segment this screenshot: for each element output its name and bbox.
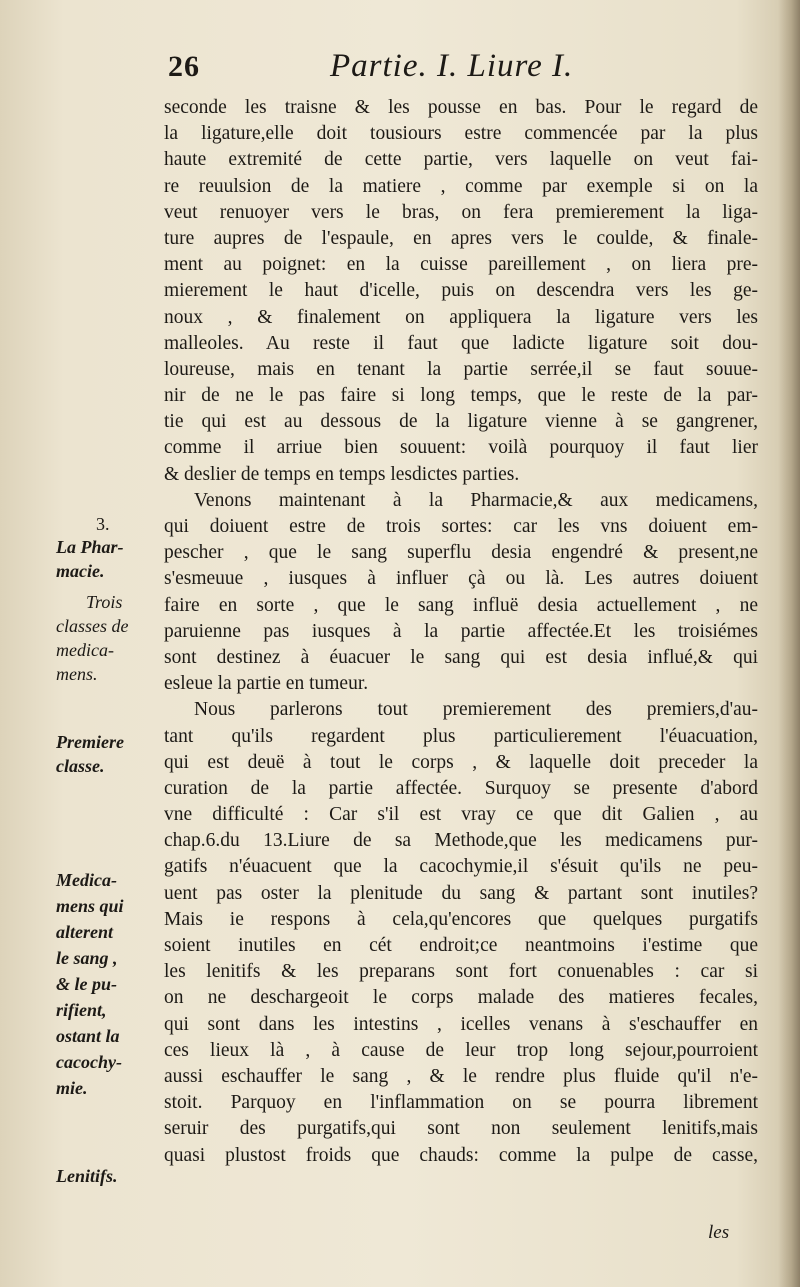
text-line: tant qu'ils regardent plus particulierement l'éuacuation,: [164, 725, 758, 747]
text-line: ment au poignet: en la cuisse pareillement , on liera pre-: [164, 254, 758, 276]
text-line: noux , & finalement on appliquera la ligature vers les: [164, 306, 758, 328]
text-line: seconde les traisne & les pousse en bas. Pour le regard de: [164, 97, 758, 118]
text-line: re reuulsion de la matiere , comme par exemple si on la: [164, 175, 758, 197]
text-line: comme il arriue bien souuent: voilà pourquoy il faut lier: [164, 437, 758, 459]
text-line: la ligature,elle doit tousiours estre commencée par la plus: [164, 123, 758, 145]
text-line: haute extremité de cette partie, vers laquelle on veut fai-: [164, 149, 758, 171]
text-line: aussi eschauffer le sang , & le rendre plus fluide qu'il n'e-: [164, 1065, 758, 1087]
margin-note: & le pu-: [56, 974, 117, 994]
text-line: qui est deuë à tout le corps , & laquelle doit preceder la: [164, 751, 758, 773]
text-line: Nous parlerons tout premierement des premiers,d'au-: [194, 699, 758, 721]
margin-note: classes de: [56, 616, 129, 636]
text-line: esleue la partie en tumeur.: [164, 673, 369, 695]
text-line: les lenitifs & les preparans sont fort conuenables : car si: [164, 961, 758, 983]
text-line: gatifs n'éuacuent que la cacochymie,il s'ésuit qu'ils ne peu-: [164, 856, 758, 878]
text-line: uent pas oster la plenitude du sang & partant sont inutiles?: [164, 882, 758, 904]
text-line: s'esmeuue , iusques à influer çà ou là. Les autres doiuent: [164, 568, 758, 590]
text-line: faire en sorte , que le sang influë desia actuellement , ne: [164, 594, 758, 616]
text-line: vne difficulté : Car s'il est vray ce que dit Galien , au: [164, 804, 758, 826]
margin-note: rifient,: [56, 1000, 107, 1020]
text-line: seruir des purgatifs,qui sont non seulement lenitifs,mais: [164, 1118, 758, 1140]
margin-note: Lenitifs.: [56, 1166, 118, 1186]
margin-note: La Phar-: [56, 537, 124, 557]
text-line: on ne deschargeoit le corps malade des matieres fecales,: [164, 987, 758, 1009]
catchword: les: [708, 1222, 730, 1243]
margin-note: macie.: [56, 561, 105, 581]
margin-note-number: 3.: [96, 514, 110, 534]
text-line: qui sont dans les intestins , icelles venans à s'eschauffer en: [164, 1013, 758, 1035]
margin-note: ostant la: [56, 1026, 120, 1046]
text-line: sont destinez à éuacuer le sang qui est desia influé,& qui: [164, 646, 758, 668]
margin-note: mens qui: [56, 896, 124, 916]
page-header: [168, 44, 768, 92]
margin-note: cacochy-: [56, 1052, 122, 1072]
text-line: nir de ne le pas faire si long temps, que le reste de la par-: [164, 385, 758, 407]
body-text: [164, 95, 758, 1169]
text-line: qui doiuent estre de trois sortes: car les vns doiuent em-: [164, 516, 758, 537]
text-line: paruienne pas iusques à la partie affectée.Et les troisiémes: [164, 620, 758, 642]
margin-note: Medica-: [56, 870, 117, 890]
text-line: soient inutiles en cét endroit;ce neantmoins i'estime que: [164, 935, 758, 956]
text-line: Mais ie respons à cela,qu'encores que quelques purgatifs: [164, 908, 758, 930]
text-line: malleoles. Au reste il faut que ladicte ligature soit dou-: [164, 332, 758, 354]
margin-note: le sang ,: [56, 948, 118, 968]
text-line: quasi plustost froids que chauds: comme la pulpe de casse,: [164, 1144, 758, 1166]
text-line: mierement le haut d'icelle, puis on descendra vers les ge-: [164, 280, 758, 302]
text-line: ture aupres de l'espaule, en apres vers le coulde, & finale-: [164, 227, 758, 249]
running-head: Partie. I. Liure I.: [330, 48, 574, 84]
margin-note: Trois: [86, 592, 123, 612]
margin-note: Premiere: [56, 732, 124, 752]
margin-note: mens.: [56, 664, 98, 684]
text-line: curation de la partie affectée. Surquoy se presente d'abord: [164, 777, 758, 799]
text-line: veut renuoyer vers le bras, on fera premierement la liga-: [164, 201, 758, 223]
text-line: & deslier de temps en temps lesdictes parties.: [164, 463, 520, 485]
text-line: Venons maintenant à la Pharmacie,& aux medicamens,: [194, 489, 758, 511]
text-line: ces lieux là , à cause de leur trop long sejour,pourroient: [164, 1039, 758, 1061]
text-line: pescher , que le sang superflu desia engendré & present,ne: [164, 542, 758, 564]
page-number: 26: [168, 50, 200, 83]
text-line: stoit. Parquoy en l'inflammation on se pourra librement: [164, 1092, 758, 1114]
text-line: chap.6.du 13.Liure de sa Methode,que les medicamens pur-: [164, 830, 758, 852]
margin-note: classe.: [56, 756, 105, 776]
text-line: loureuse, mais en tenant la partie serrée,il se faut souue-: [164, 358, 758, 380]
margin-note: alterent: [56, 922, 113, 942]
margin-note: medica-: [56, 640, 114, 660]
margin-note: mie.: [56, 1078, 88, 1098]
page-edge-shadow: [778, 0, 800, 1287]
text-line: tie qui est au dessous de la ligature vienne à se gangrener,: [164, 411, 758, 433]
